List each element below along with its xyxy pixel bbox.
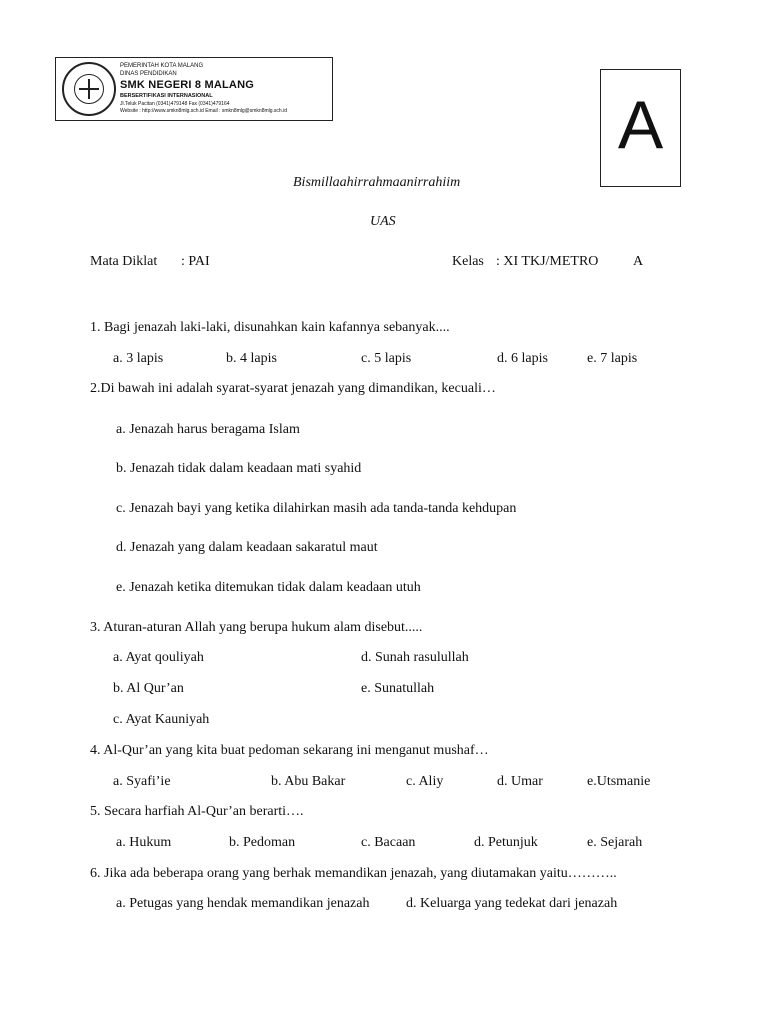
answer-option: d. Sunah rasulullah bbox=[361, 650, 469, 665]
class-suffix: A bbox=[633, 254, 644, 269]
logo-emblem bbox=[74, 74, 104, 104]
answer-option: b. Jenazah tidak dalam keadaan mati syahid bbox=[116, 461, 362, 476]
answer-option: d. Keluarga yang tedekat dari jenazah bbox=[406, 896, 618, 911]
answer-option: a. Hukum bbox=[116, 835, 172, 850]
question-text: 3. Aturan-aturan Allah yang berupa hukum alam disebut..... bbox=[90, 620, 423, 635]
class-value: : XI TKJ/METRO bbox=[496, 254, 599, 269]
answer-option: b. Pedoman bbox=[229, 835, 296, 850]
answer-option: c. 5 lapis bbox=[361, 351, 412, 366]
answer-option: e.Utsmanie bbox=[587, 774, 651, 789]
answer-option: d. 6 lapis bbox=[497, 351, 548, 366]
subject-label: Mata Diklat bbox=[90, 254, 158, 269]
question-text: 4. Al-Qur’an yang kita buat pedoman sekarang ini menganut mushaf… bbox=[90, 743, 489, 758]
letterhead-school-name: SMK NEGERI 8 MALANG bbox=[120, 79, 254, 91]
letterhead-address: Jl.Teluk Pacitan (0341)479148 Fax (0341)479164 bbox=[120, 101, 230, 107]
subject-value: : PAI bbox=[181, 254, 210, 269]
school-letterhead bbox=[55, 57, 333, 121]
question-text: 5. Secara harfiah Al-Qur’an berarti…. bbox=[90, 804, 304, 819]
answer-option: b. 4 lapis bbox=[226, 351, 277, 366]
answer-option: c. Aliy bbox=[406, 774, 444, 789]
question-text: 6. Jika ada beberapa orang yang berhak memandikan jenazah, yang diutamakan yaitu……….. bbox=[90, 866, 617, 881]
answer-option: a. Syafi’ie bbox=[113, 774, 171, 789]
opening-basmalah: Bismillaahirrahmaanirrahiim bbox=[293, 175, 461, 190]
letterhead-certification: BERSERTIFIKASI INTERNASIONAL bbox=[120, 93, 213, 99]
answer-option: e. Sejarah bbox=[587, 835, 643, 850]
answer-option: a. Jenazah harus beragama Islam bbox=[116, 422, 300, 437]
answer-option: e. 7 lapis bbox=[587, 351, 638, 366]
answer-option: b. Abu Bakar bbox=[271, 774, 346, 789]
answer-option: a. 3 lapis bbox=[113, 351, 164, 366]
answer-option: c. Ayat Kauniyah bbox=[113, 712, 210, 727]
letterhead-government: PEMERINTAH KOTA MALANG bbox=[120, 63, 204, 69]
answer-option: e. Jenazah ketika ditemukan tidak dalam keadaan utuh bbox=[116, 580, 421, 595]
answer-option: c. Bacaan bbox=[361, 835, 416, 850]
answer-option: a. Ayat qouliyah bbox=[113, 650, 204, 665]
answer-option: a. Petugas yang hendak memandikan jenazah bbox=[116, 896, 370, 911]
logo-emblem-bar bbox=[88, 79, 90, 99]
exam-title: UAS bbox=[370, 214, 396, 229]
answer-option: d. Petunjuk bbox=[474, 835, 538, 850]
answer-option: d. Umar bbox=[497, 774, 543, 789]
answer-option: e. Sunatullah bbox=[361, 681, 435, 696]
answer-option: b. Al Qur’an bbox=[113, 681, 184, 696]
school-logo-icon bbox=[62, 62, 116, 116]
answer-option: c. Jenazah bayi yang ketika dilahirkan masih ada tanda-tanda kehdupan bbox=[116, 501, 517, 516]
exam-version-box bbox=[600, 69, 681, 187]
letterhead-department: DINAS PENDIDIKAN bbox=[120, 71, 177, 77]
answer-option: d. Jenazah yang dalam keadaan sakaratul maut bbox=[116, 540, 378, 555]
question-text: 1. Bagi jenazah laki-laki, disunahkan kain kafannya sebanyak.... bbox=[90, 320, 450, 335]
exam-version-letter: A bbox=[617, 87, 664, 163]
class-label: Kelas bbox=[452, 254, 484, 269]
letterhead-website: Website : http://www.smkn8mlg.sch.id Email : smkn8mlg@smkn8mlg.sch.id bbox=[120, 108, 287, 114]
question-text: 2.Di bawah ini adalah syarat-syarat jenazah yang dimandikan, kecuali… bbox=[90, 381, 496, 396]
